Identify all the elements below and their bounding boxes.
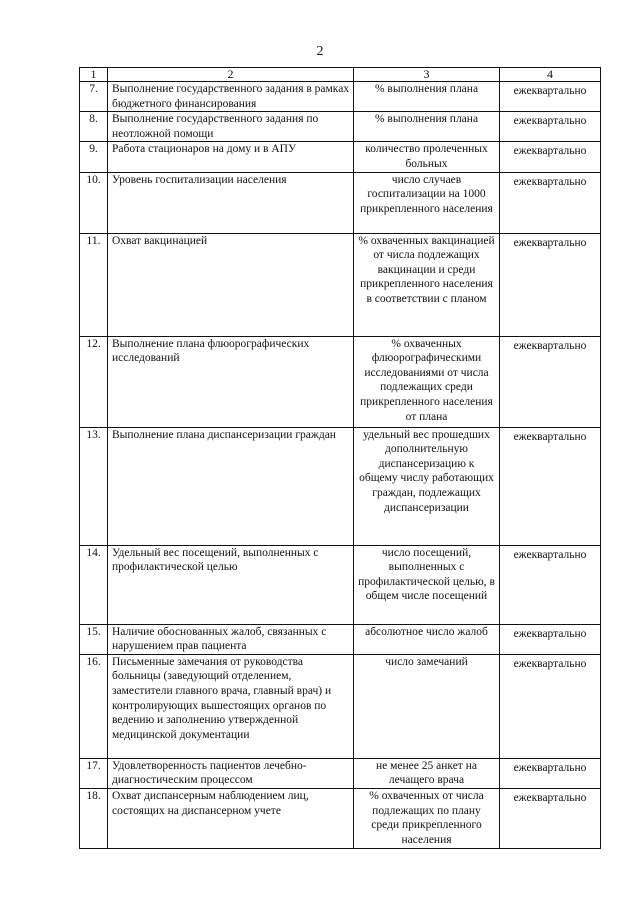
measure-unit-cell: не менее 25 анкет на лечащего врача — [354, 758, 500, 788]
row-number-cell: 12. — [80, 336, 108, 427]
period-cell: ежеквартально — [500, 142, 601, 172]
table-row — [80, 545, 601, 624]
period-cell: ежеквартально — [500, 82, 601, 112]
indicator-name-cell: Выполнение плана диспансеризации граждан — [108, 427, 354, 545]
table-row — [80, 233, 601, 336]
row-number-cell: 13. — [80, 427, 108, 545]
measure-unit-cell: % выполнения плана — [354, 112, 500, 142]
indicator-name-cell: Удельный вес посещений, выполненных с профилактической целью — [108, 545, 354, 624]
measure-unit-cell: число посещений, выполненных с профилактической целью, в общем числе посещений — [354, 545, 500, 624]
table-row — [80, 172, 601, 233]
table-row — [80, 788, 601, 848]
table-row — [80, 624, 601, 654]
row-number-cell: 8. — [80, 112, 108, 142]
page-number: 2 — [316, 44, 324, 59]
period-cell: ежеквартально — [500, 336, 601, 427]
measure-unit-cell: % охваченных от числа подлежащих по плану среди прикрепленного населения — [354, 788, 500, 848]
indicator-name-cell: Уровень госпитализации населения — [108, 172, 354, 233]
table-row — [80, 142, 601, 172]
period-cell: ежеквартально — [500, 624, 601, 654]
indicator-name-cell: Письменные замечания от руководства больницы (заведующий отделением, заместители главного врача, главный врач) и контролирующих вышестоящих органов по ведению и заполнению утвержденной медицинской документации — [108, 654, 354, 758]
row-number-cell: 16. — [80, 654, 108, 758]
table-row — [80, 82, 601, 112]
period-cell: ежеквартально — [500, 758, 601, 788]
row-number-cell: 18. — [80, 788, 108, 848]
measure-unit-cell: % охваченных флюорографическими исследованиями от числа подлежащих среди прикрепленного населения от плана — [354, 336, 500, 427]
indicator-name-cell: Выполнение государственного задания в рамках бюджетного финансирования — [108, 82, 354, 112]
period-cell: ежеквартально — [500, 788, 601, 848]
indicator-name-cell: Охват диспансерным наблюдением лиц, состоящих на диспансерном учете — [108, 788, 354, 848]
measure-unit-cell: число замечаний — [354, 654, 500, 758]
table-row — [80, 758, 601, 788]
measure-unit-cell: число случаев госпитализации на 1000 прикрепленного населения — [354, 172, 500, 233]
measure-unit-cell: % выполнения плана — [354, 82, 500, 112]
row-number-cell: 10. — [80, 172, 108, 233]
period-cell: ежеквартально — [500, 172, 601, 233]
row-number-cell: 9. — [80, 142, 108, 172]
measure-unit-cell: количество пролеченных больных — [354, 142, 500, 172]
indicator-name-cell: Работа стационаров на дому и в АПУ — [108, 142, 354, 172]
indicators-table — [79, 67, 601, 849]
row-number-cell: 7. — [80, 82, 108, 112]
column-header-3: 3 — [354, 68, 500, 82]
period-cell: ежеквартально — [500, 112, 601, 142]
indicator-name-cell: Охват вакцинацией — [108, 233, 354, 336]
indicator-name-cell: Выполнение плана флюорографических исследований — [108, 336, 354, 427]
indicator-name-cell: Удовлетворенность пациентов лечебно-диагностическим процессом — [108, 758, 354, 788]
period-cell: ежеквартально — [500, 427, 601, 545]
indicator-name-cell: Выполнение государственного задания по неотложной помощи — [108, 112, 354, 142]
measure-unit-cell: абсолютное число жалоб — [354, 624, 500, 654]
period-cell: ежеквартально — [500, 233, 601, 336]
column-header-2: 2 — [108, 68, 354, 82]
measure-unit-cell: удельный вес прошедших дополнительную диспансеризацию к общему числу работающих граждан, подлежащих диспансеризации — [354, 427, 500, 545]
column-header-4: 4 — [500, 68, 601, 82]
period-cell: ежеквартально — [500, 545, 601, 624]
table-header-row — [80, 68, 601, 82]
indicator-name-cell: Наличие обоснованных жалоб, связанных с нарушением прав пациента — [108, 624, 354, 654]
row-number-cell: 17. — [80, 758, 108, 788]
period-cell: ежеквартально — [500, 654, 601, 758]
column-header-1: 1 — [80, 68, 108, 82]
table-row — [80, 427, 601, 545]
row-number-cell: 14. — [80, 545, 108, 624]
measure-unit-cell: % охваченных вакцинацией от числа подлежащих вакцинации и среди прикрепленного населения в соответствии с планом — [354, 233, 500, 336]
table-row — [80, 112, 601, 142]
row-number-cell: 11. — [80, 233, 108, 336]
table-row — [80, 654, 601, 758]
table-row — [80, 336, 601, 427]
row-number-cell: 15. — [80, 624, 108, 654]
